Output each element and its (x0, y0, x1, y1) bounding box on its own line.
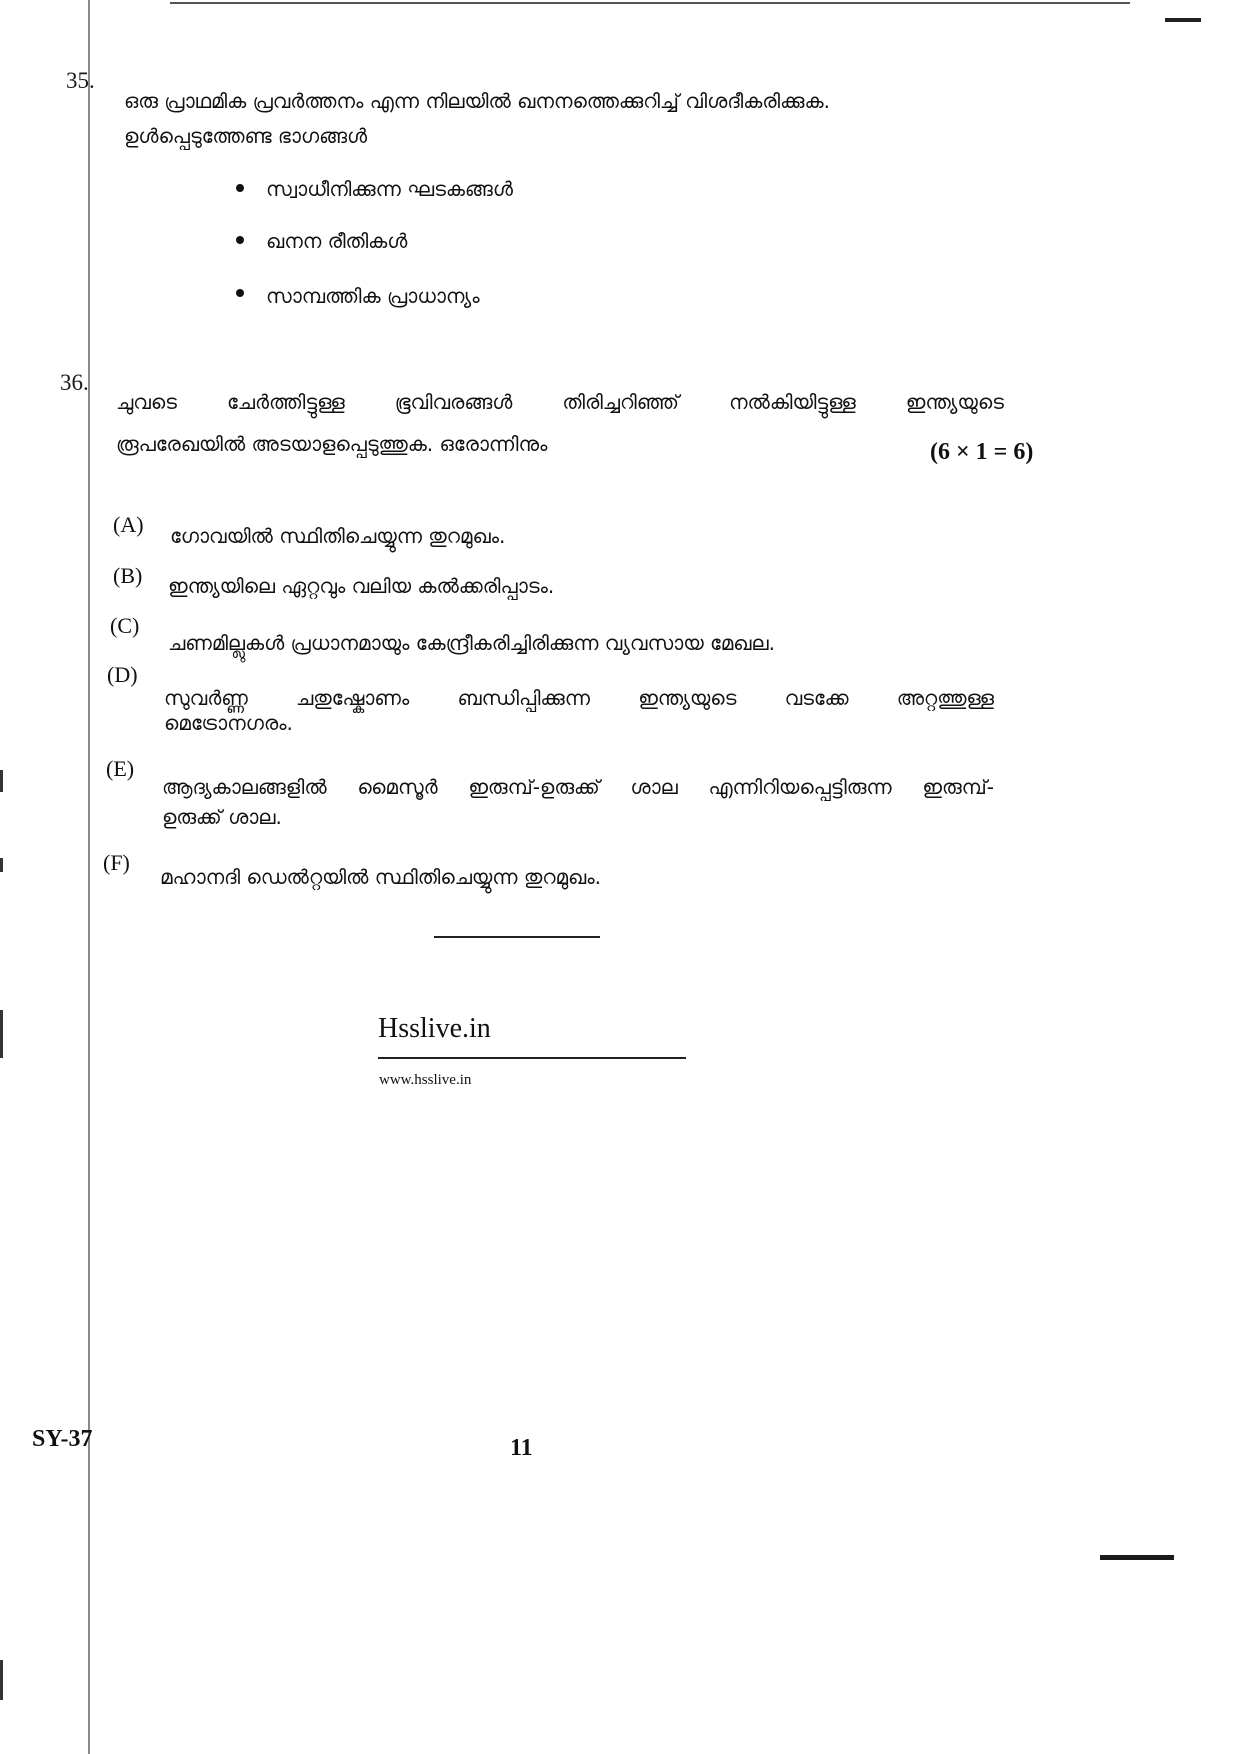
paper-code: SY-37 (32, 1426, 93, 1452)
site-brand: Hsslive.in (378, 1013, 491, 1044)
left-scan-tick (0, 858, 3, 872)
item-word: ബന്ധിപ്പിക്കുന്ന (457, 686, 590, 710)
end-of-questions-rule (434, 936, 600, 938)
top-scan-mark (1165, 18, 1201, 22)
item-word: ശാല (630, 775, 678, 799)
item-word: എന്നിറിയപ്പെട്ടിരുന്ന (708, 775, 892, 799)
item-word: ചതുഷ്കോണം (295, 686, 410, 710)
question-subheading: ഉൾപ്പെടുത്തേണ്ട ഭാഗങ്ങൾ (124, 124, 368, 148)
left-scan-tick (0, 1660, 3, 1700)
item-word: മൈസൂർ (357, 775, 438, 799)
item-text: മഹാനദി ഡെൽറ്റയിൽ സ്ഥിതിചെയ്യുന്ന തുറമുഖം. (160, 865, 601, 889)
item-label: (C) (110, 613, 140, 638)
item-word: ഇന്ത്യയുടെ (638, 686, 737, 710)
item-word: ആദ്യകാലങ്ങളിൽ (162, 775, 327, 799)
bullet-dot (236, 184, 244, 192)
top-scan-rule (170, 2, 1130, 4)
item-text-line (164, 686, 994, 710)
question-number: 35. (66, 68, 95, 93)
item-label: (B) (113, 563, 143, 588)
item-text-cont: ഉരുക്ക് ശാല. (162, 805, 282, 829)
item-text-cont: മെട്രോനഗരം. (164, 711, 293, 735)
question-word: തിരിച്ചറിഞ്ഞ് (562, 390, 679, 414)
item-word: അറ്റത്തുള്ള (896, 686, 994, 710)
item-label: (D) (107, 662, 138, 687)
bullet-dot (236, 289, 244, 297)
item-label: (F) (103, 850, 130, 875)
question-number: 36. (60, 370, 89, 395)
item-word: ഇരുമ്പ്- (922, 775, 994, 799)
bottom-scan-mark (1100, 1555, 1174, 1560)
question-word: ചേർത്തിട്ടുള്ള (226, 390, 345, 414)
item-label: (A) (113, 512, 144, 537)
bullet-item: ഖനന രീതികൾ (266, 229, 408, 253)
brand-underline (378, 1057, 686, 1059)
question-word: നൽകിയിട്ടുള്ള (728, 390, 856, 414)
item-word: വടക്കേ (784, 686, 849, 710)
question-text-line: രൂപരേഖയിൽ അടയാളപ്പെടുത്തുക. ഒരോന്നിനും (116, 432, 548, 456)
item-word: ഇരുമ്പ്-ഉരുക്ക് (468, 775, 600, 799)
item-label: (E) (106, 756, 135, 781)
item-word: സുവർണ്ണ (164, 686, 248, 710)
site-url: www.hsslive.in (379, 1072, 472, 1088)
question-text-line (116, 390, 1004, 414)
bullet-dot (236, 236, 244, 244)
left-margin-line (88, 0, 90, 1754)
left-scan-tick (0, 770, 3, 792)
marks-allocation: (6 × 1 = 6) (930, 439, 1034, 465)
left-scan-tick (0, 1010, 3, 1058)
question-word: ഇന്ത്യയുടെ (905, 390, 1004, 414)
question-word: ചുവടെ (116, 390, 177, 414)
bullet-item: സാമ്പത്തിക പ്രാധാന്യം (266, 284, 480, 308)
item-text: ഗോവയിൽ സ്ഥിതിചെയ്യുന്ന തുറമുഖം. (170, 524, 506, 548)
bullet-item: സ്വാധീനിക്കുന്ന ഘടകങ്ങൾ (266, 177, 513, 201)
page-number: 11 (510, 1435, 533, 1461)
item-text: ഇന്ത്യയിലെ ഏറ്റവും വലിയ കൽക്കരിപ്പാടം. (168, 574, 555, 598)
item-text: ചണമില്ലുകൾ പ്രധാനമായും കേന്ദ്രീകരിച്ചിരിക്കുന്ന വ്യവസായ മേഖല. (168, 631, 775, 655)
question-word: ഭൂവിവരങ്ങൾ (394, 390, 513, 414)
question-text: ഒരു പ്രാഥമിക പ്രവർത്തനം എന്ന നിലയിൽ ഖനനത്തെക്കുറിച്ച് വിശദീകരിക്കുക. (124, 89, 830, 113)
item-text-line (162, 775, 994, 799)
